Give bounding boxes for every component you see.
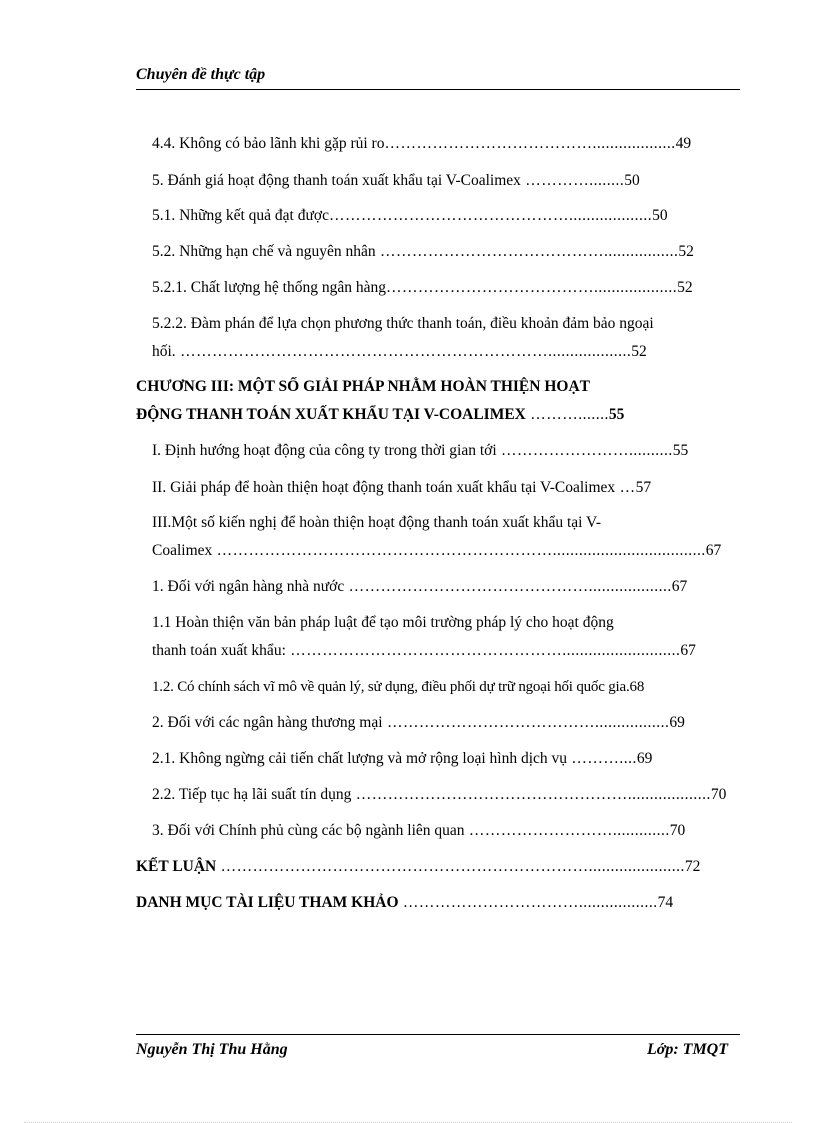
toc-entry: [152, 641, 764, 661]
toc-entry: [152, 785, 764, 805]
toc-page-number: 55: [608, 406, 625, 423]
toc-leader: …………........: [520, 172, 625, 189]
toc-leader: ………………………………….................: [382, 714, 670, 731]
toc-page-number: 49: [675, 135, 692, 152]
toc-entry-text: 1.2. Có chính sách vĩ mô về quản lý, sử dụng, điều phối dự trữ ngoại hối quốc gia.: [152, 679, 630, 695]
toc-entry: [152, 749, 764, 769]
toc-leader: ……………………………………………...........................: [285, 642, 681, 659]
toc-entry-text: Coalimex: [152, 542, 213, 559]
toc-page-number: 72: [684, 858, 701, 875]
toc-entry-text: KẾT LUẬN: [136, 858, 217, 875]
toc-entry: [152, 541, 764, 561]
toc-leader: ……………………………………………………………......................: [216, 858, 685, 875]
toc-entry-text: 2.2. Tiếp tục hạ lãi suất tín dụng: [152, 786, 352, 803]
toc-chapter-heading: [136, 377, 764, 397]
toc-entry: [152, 441, 764, 461]
toc-entry: [152, 171, 764, 191]
toc-entry-text: 1. Đối với ngân hàng nhà nước: [152, 578, 345, 595]
toc-entry: [152, 134, 764, 154]
toc-page-number: 67: [671, 578, 688, 595]
toc-entry-text: II. Giải pháp để hoàn thiện hoạt động thanh toán xuất khẩu tại V-Coalimex: [152, 479, 616, 496]
toc-page-number: 69: [636, 750, 653, 767]
page-footer: [136, 1034, 740, 1058]
toc-entry: [152, 478, 764, 498]
toc-page-number: 50: [624, 172, 640, 189]
toc-entry: [152, 278, 764, 298]
toc-entry: [152, 513, 764, 533]
toc-leader: ………………………………………...................: [328, 207, 653, 224]
toc-entry-text: III.Một số kiến nghị để hoàn thiện hoạt động thanh toán xuất khẩu tại V-: [152, 514, 601, 531]
toc-leader: …………………………………...................: [386, 279, 678, 296]
toc-entry-text: hối.: [152, 343, 176, 360]
toc-leader: …: [615, 479, 636, 496]
toc-leader: ……………………………..................: [398, 894, 658, 911]
toc-leader: …………………………………….................: [375, 243, 679, 260]
toc-entry: [152, 577, 764, 597]
toc-entry-text: 5.2.2. Đàm phán để lựa chọn phương thức thanh toán, điều khoản đảm bảo ngoại: [152, 315, 654, 332]
toc-entry-text: thanh toán xuất khẩu:: [152, 642, 286, 659]
toc-leader: ……………………………………………...................: [351, 786, 711, 803]
toc-leader: ……………………..........: [496, 442, 673, 459]
toc-page-number: 52: [677, 279, 693, 296]
toc-leader: ………………………………………...................: [344, 578, 672, 595]
toc-entry-text: ĐỘNG THANH TOÁN XUẤT KHẨU TẠI V-COALIMEX: [136, 406, 526, 423]
toc-page-number: 57: [635, 479, 652, 496]
toc-page-number: 67: [680, 642, 696, 659]
toc-section-heading: [136, 857, 764, 877]
footer-class: Lớp: TMQT: [646, 1041, 728, 1058]
toc-entry-text: 2. Đối với các ngân hàng thương mại: [152, 714, 383, 731]
toc-entry: [152, 821, 764, 841]
toc-entry: [152, 713, 764, 733]
toc-entry: [152, 342, 764, 362]
toc-entry: [152, 206, 764, 226]
toc-entry-text: 5.2. Những hạn chế và nguyên nhân: [152, 243, 376, 260]
toc-chapter-heading: [136, 405, 764, 425]
toc-page-number: 67: [705, 542, 722, 559]
header-title: Chuyên đề thực tập: [136, 66, 266, 83]
toc-page-number: 50: [652, 207, 668, 224]
toc-page-number: 69: [669, 714, 685, 731]
toc-leader: ……………………….............: [464, 822, 670, 839]
toc-entry-text: 5.2.1. Chất lượng hệ thống ngân hàng: [152, 279, 386, 296]
toc-page-number: 68: [629, 679, 645, 695]
toc-entry: [152, 314, 764, 334]
toc-page-number: 74: [657, 894, 674, 911]
toc-page-number: 70: [710, 786, 727, 803]
toc-leader: ………....: [567, 750, 637, 767]
toc-entry-text: I. Định hướng hoạt động của công ty trong thời gian tới: [152, 442, 497, 459]
toc-leader: ……………………………………………………………...................: [175, 343, 632, 360]
toc-leader: ……….......: [525, 406, 609, 423]
toc-entry-text: 5.1. Những kết quả đạt được: [152, 207, 329, 224]
toc-entry-text: 3. Đối với Chính phủ cùng các bộ ngành liên quan: [152, 822, 465, 839]
toc-entry-text: 4.4. Không có bảo lãnh khi gặp rủi ro: [152, 135, 385, 152]
toc-entry-text: 2.1. Không ngừng cải tiến chất lượng và mở rộng loại hình dịch vụ: [152, 750, 568, 767]
toc-section-heading: [136, 893, 764, 913]
toc-page-number: 52: [678, 243, 694, 260]
toc-entry: [152, 242, 764, 262]
toc-entry: [152, 613, 764, 633]
footer-author: Nguyễn Thị Thu Hằng: [136, 1041, 288, 1058]
toc-entry-text: 5. Đánh giá hoạt động thanh toán xuất khẩu tại V-Coalimex: [152, 172, 521, 189]
toc-page-number: 55: [672, 442, 689, 459]
toc-page-number: 52: [631, 343, 647, 360]
toc-leader: ………………………………………………………...................................: [212, 542, 706, 559]
toc-leader: …………………………………...................: [384, 135, 676, 152]
toc-entry-text: DANH MỤC TÀI LIỆU THAM KHẢO: [136, 894, 399, 911]
toc-page-number: 70: [669, 822, 686, 839]
toc-entry-text: CHƯƠNG III: MỘT SỐ GIẢI PHÁP NHẰM HOÀN THIỆN HOẠT: [136, 378, 590, 395]
toc-entry: [152, 677, 764, 697]
toc-entry-text: 1.1 Hoàn thiện văn bản pháp luật để tạo môi trường pháp lý cho hoạt động: [152, 614, 614, 631]
